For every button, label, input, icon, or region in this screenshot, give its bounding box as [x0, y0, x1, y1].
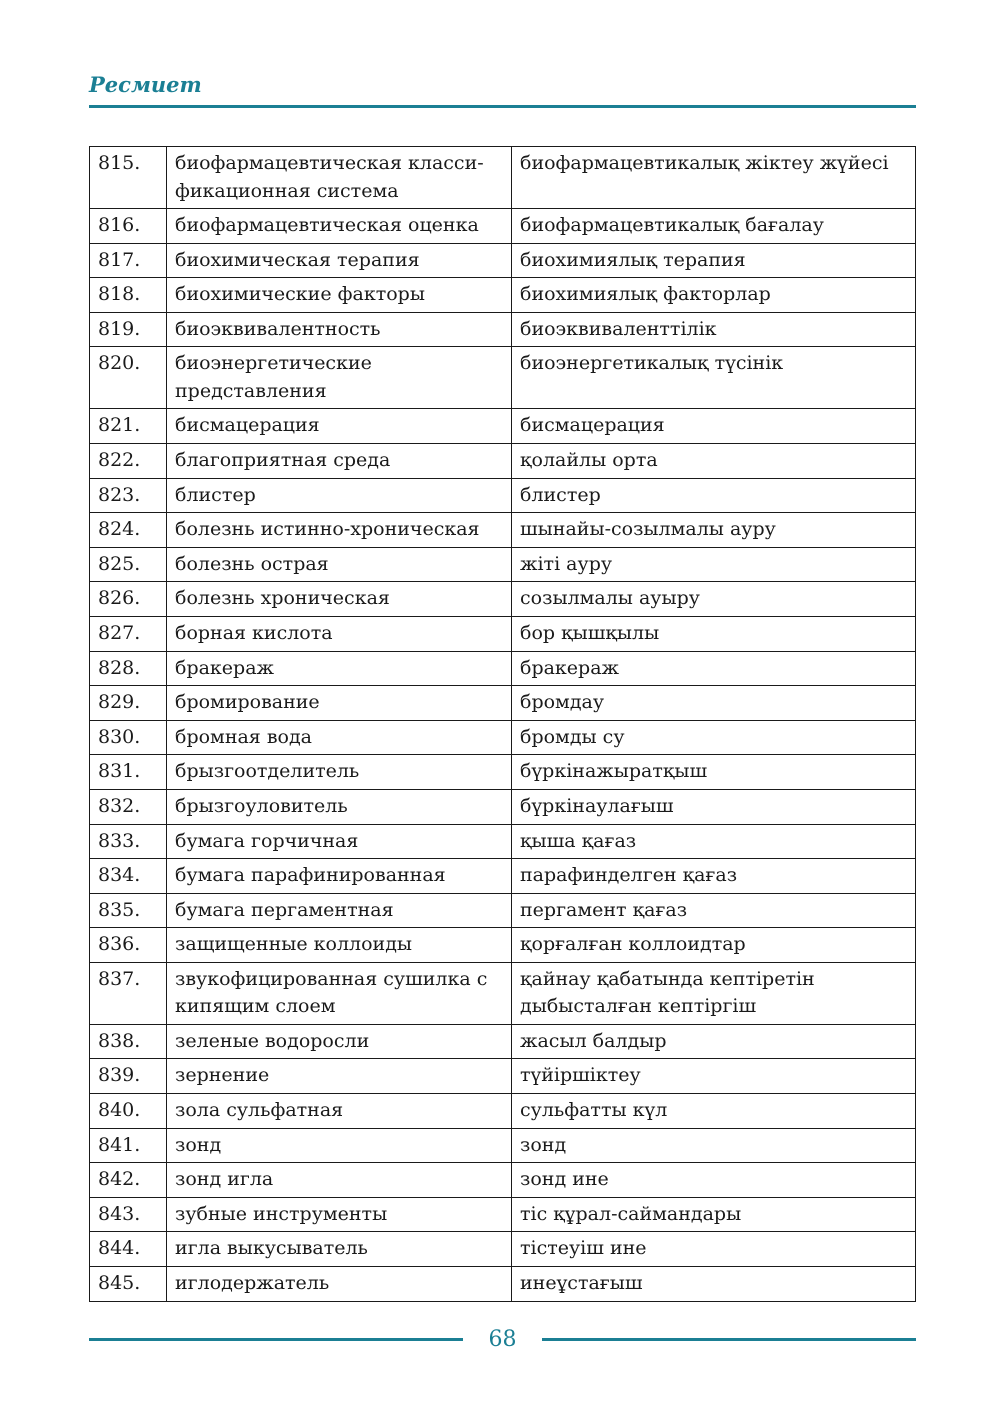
kazakh-term-cell: қайнау қабатында кептіретін дыбысталған кептіргіш	[512, 962, 916, 1024]
kazakh-term-cell: созылмалы ауыру	[512, 582, 916, 617]
table-row	[90, 1128, 916, 1163]
kazakh-term-cell: шынайы-созылмалы ауру	[512, 513, 916, 548]
term-number-cell: 817.	[90, 243, 167, 278]
table-row	[90, 755, 916, 790]
table-row	[90, 824, 916, 859]
russian-term-cell: биоэнергетические представления	[167, 347, 512, 409]
kazakh-term-cell: бромдау	[512, 686, 916, 721]
table-row	[90, 312, 916, 347]
term-number-cell: 819.	[90, 312, 167, 347]
russian-term-cell: биоэквивалентность	[167, 312, 512, 347]
kazakh-term-cell: парафинделген қағаз	[512, 859, 916, 894]
russian-term-cell: зубные инструменты	[167, 1197, 512, 1232]
term-number-cell: 838.	[90, 1024, 167, 1059]
kazakh-term-cell: пергамент қағаз	[512, 893, 916, 928]
russian-term-cell: бромирование	[167, 686, 512, 721]
kazakh-term-cell: тіс құрал-саймандары	[512, 1197, 916, 1232]
table-row	[90, 1163, 916, 1198]
term-number-cell: 818.	[90, 278, 167, 313]
kazakh-term-cell: бүркінажыратқыш	[512, 755, 916, 790]
page-number: 68	[488, 1327, 517, 1352]
term-number-cell: 839.	[90, 1059, 167, 1094]
kazakh-term-cell: сульфатты күл	[512, 1094, 916, 1129]
table-row	[90, 720, 916, 755]
table-row	[90, 582, 916, 617]
term-number-cell: 825.	[90, 547, 167, 582]
russian-term-cell: бумага горчичная	[167, 824, 512, 859]
table-row	[90, 651, 916, 686]
russian-term-cell: биохимические факторы	[167, 278, 512, 313]
term-number-cell: 840.	[90, 1094, 167, 1129]
term-number-cell: 842.	[90, 1163, 167, 1198]
kazakh-term-cell: биоэквиваленттілік	[512, 312, 916, 347]
russian-term-cell: биохимическая терапия	[167, 243, 512, 278]
term-number-cell: 824.	[90, 513, 167, 548]
kazakh-term-cell: зонд ине	[512, 1163, 916, 1198]
term-number-cell: 832.	[90, 789, 167, 824]
russian-term-cell: зонд	[167, 1128, 512, 1163]
term-number-cell: 830.	[90, 720, 167, 755]
running-head-title: Ресмиет	[89, 72, 202, 97]
term-number-cell: 836.	[90, 928, 167, 963]
kazakh-term-cell: түйіршіктеу	[512, 1059, 916, 1094]
russian-term-cell: звукофицированная сушилка с кипящим слоем	[167, 962, 512, 1024]
term-number-cell: 823.	[90, 478, 167, 513]
kazakh-term-cell: қолайлы орта	[512, 443, 916, 478]
table-row	[90, 443, 916, 478]
kazakh-term-cell: бракераж	[512, 651, 916, 686]
russian-term-cell: блистер	[167, 478, 512, 513]
russian-term-cell: благоприятная среда	[167, 443, 512, 478]
table-row	[90, 859, 916, 894]
term-number-cell: 821.	[90, 409, 167, 444]
russian-term-cell: зола сульфатная	[167, 1094, 512, 1129]
header-divider	[89, 105, 916, 108]
term-number-cell: 822.	[90, 443, 167, 478]
russian-term-cell: бракераж	[167, 651, 512, 686]
table-row	[90, 893, 916, 928]
footer-divider-left	[89, 1338, 463, 1341]
russian-term-cell: брызгоуловитель	[167, 789, 512, 824]
russian-term-cell: зернение	[167, 1059, 512, 1094]
russian-term-cell: игла выкусыватель	[167, 1232, 512, 1267]
table-row	[90, 1024, 916, 1059]
table-row	[90, 347, 916, 409]
russian-term-cell: бумага пергаментная	[167, 893, 512, 928]
kazakh-term-cell: бор қышқылы	[512, 616, 916, 651]
kazakh-term-cell: зонд	[512, 1128, 916, 1163]
kazakh-term-cell: қорғалған коллоидтар	[512, 928, 916, 963]
term-number-cell: 831.	[90, 755, 167, 790]
term-number-cell: 816.	[90, 209, 167, 244]
table-row	[90, 1197, 916, 1232]
term-number-cell: 835.	[90, 893, 167, 928]
russian-term-cell: защищенные коллоиды	[167, 928, 512, 963]
kazakh-term-cell: биохимиялық факторлар	[512, 278, 916, 313]
russian-term-cell: биофармацевтическая оценка	[167, 209, 512, 244]
kazakh-term-cell: биоэнергетикалық түсінік	[512, 347, 916, 409]
russian-term-cell: бисмацерация	[167, 409, 512, 444]
term-number-cell: 829.	[90, 686, 167, 721]
table-row	[90, 1267, 916, 1302]
russian-term-cell: болезнь истинно-хроническая	[167, 513, 512, 548]
footer-divider-right	[542, 1338, 916, 1341]
term-number-cell: 845.	[90, 1267, 167, 1302]
term-number-cell: 815.	[90, 147, 167, 209]
table-row	[90, 243, 916, 278]
table-row	[90, 686, 916, 721]
russian-term-cell: иглодержатель	[167, 1267, 512, 1302]
table-row	[90, 409, 916, 444]
term-number-cell: 834.	[90, 859, 167, 894]
term-number-cell: 827.	[90, 616, 167, 651]
term-number-cell: 820.	[90, 347, 167, 409]
kazakh-term-cell: бисмацерация	[512, 409, 916, 444]
table-row	[90, 789, 916, 824]
term-number-cell: 826.	[90, 582, 167, 617]
table-row	[90, 209, 916, 244]
table-row	[90, 1059, 916, 1094]
kazakh-term-cell: тістеуіш ине	[512, 1232, 916, 1267]
term-number-cell: 837.	[90, 962, 167, 1024]
term-number-cell: 841.	[90, 1128, 167, 1163]
russian-term-cell: бумага парафинированная	[167, 859, 512, 894]
kazakh-term-cell: бүркінаулағыш	[512, 789, 916, 824]
kazakh-term-cell: биофармацевтикалық бағалау	[512, 209, 916, 244]
kazakh-term-cell: жіті ауру	[512, 547, 916, 582]
table-row	[90, 928, 916, 963]
kazakh-term-cell: бромды су	[512, 720, 916, 755]
russian-term-cell: бромная вода	[167, 720, 512, 755]
kazakh-term-cell: жасыл балдыр	[512, 1024, 916, 1059]
table-row	[90, 616, 916, 651]
glossary-table	[89, 146, 916, 1302]
russian-term-cell: зонд игла	[167, 1163, 512, 1198]
table-row	[90, 513, 916, 548]
kazakh-term-cell: инеұстағыш	[512, 1267, 916, 1302]
term-number-cell: 843.	[90, 1197, 167, 1232]
kazakh-term-cell: биофармацевтикалық жіктеу жүйесі	[512, 147, 916, 209]
table-row	[90, 1094, 916, 1129]
russian-term-cell: борная кислота	[167, 616, 512, 651]
table-row	[90, 962, 916, 1024]
kazakh-term-cell: блистер	[512, 478, 916, 513]
table-row	[90, 547, 916, 582]
russian-term-cell: болезнь хроническая	[167, 582, 512, 617]
kazakh-term-cell: биохимиялық терапия	[512, 243, 916, 278]
russian-term-cell: биофармацевтическая класси-фикационная система	[167, 147, 512, 209]
russian-term-cell: зеленые водоросли	[167, 1024, 512, 1059]
table-row	[90, 1232, 916, 1267]
term-number-cell: 844.	[90, 1232, 167, 1267]
table-row	[90, 478, 916, 513]
russian-term-cell: брызгоотделитель	[167, 755, 512, 790]
glossary-table-body	[90, 147, 916, 1302]
term-number-cell: 828.	[90, 651, 167, 686]
russian-term-cell: болезнь острая	[167, 547, 512, 582]
term-number-cell: 833.	[90, 824, 167, 859]
kazakh-term-cell: қыша қағаз	[512, 824, 916, 859]
table-row	[90, 147, 916, 209]
table-row	[90, 278, 916, 313]
